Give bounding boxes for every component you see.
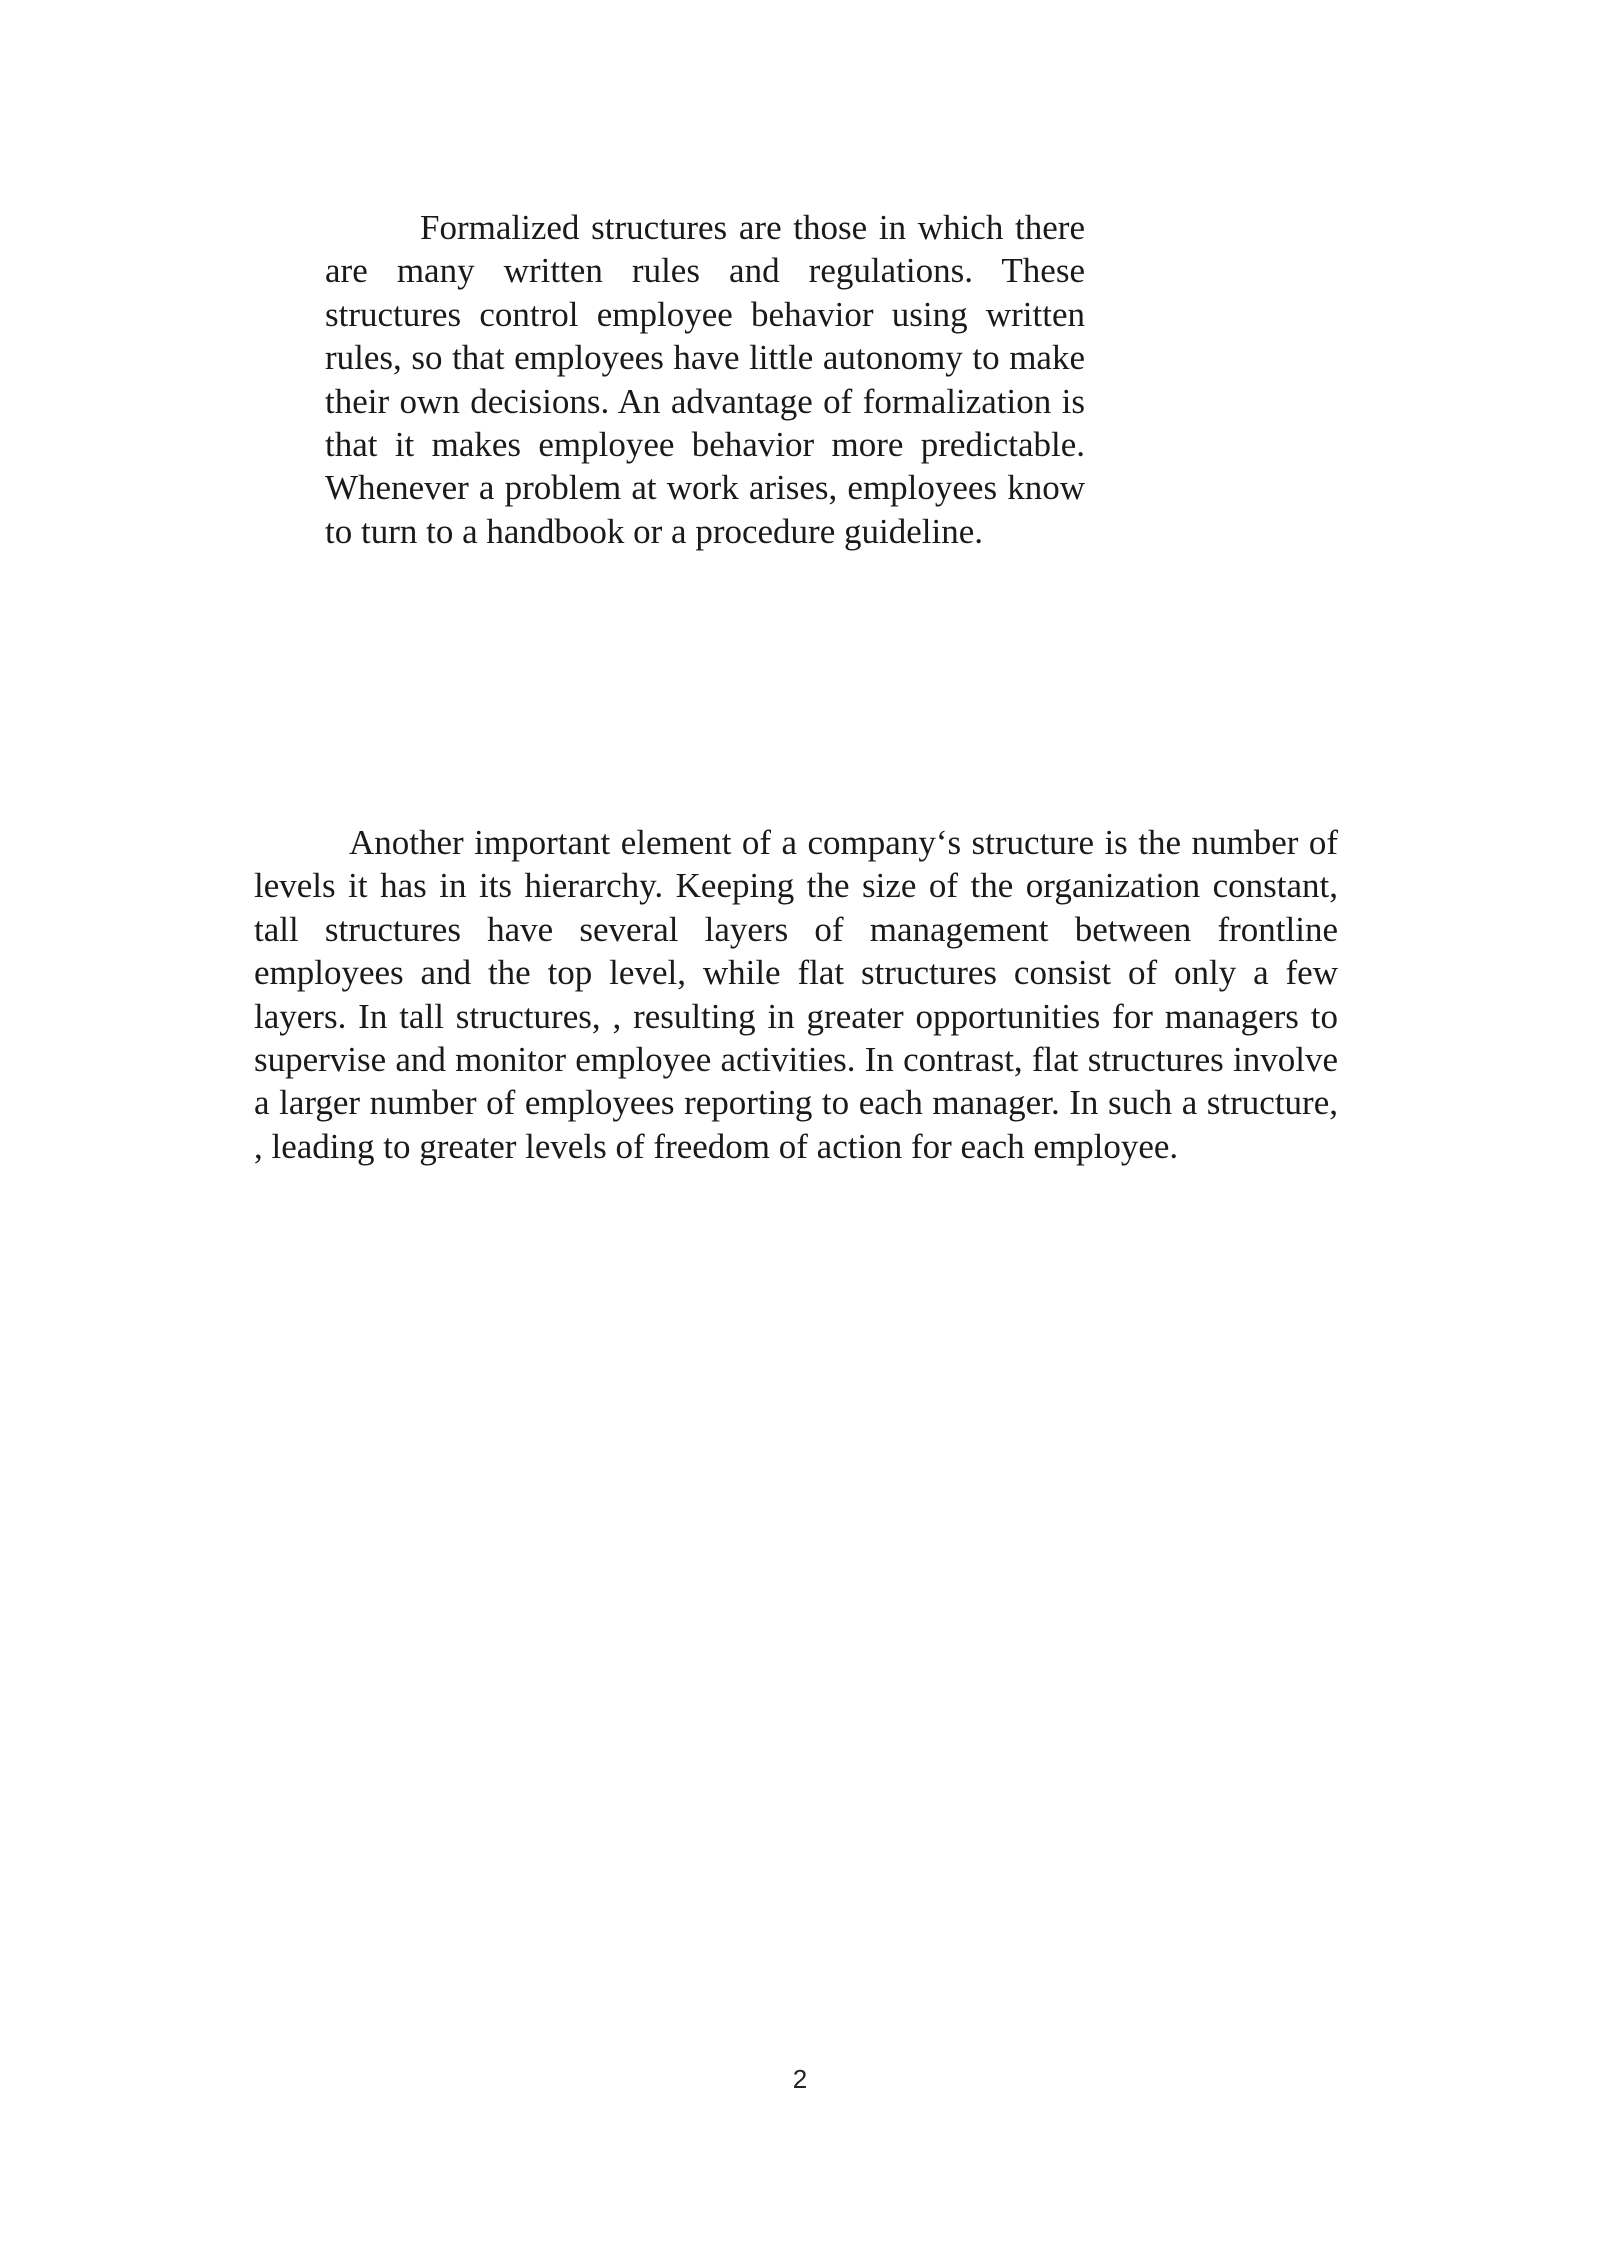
paragraph-hierarchy-levels: Another important element of a company‘s structure is the number of levels it has in its hierarchy. Keeping the size of the organization constant, tall structures have several layers of management between frontline employees and the top level, while flat structures consist of only a few layers. In tall structures, , resulting in greater opportunities for managers to supervise and monitor employee activities. In contrast, flat structures involve a larger number of employees reporting to each manager. In such a structure, , leading to greater levels of freedom of action for each employee. <box>254 823 1338 1166</box>
paragraph-formalized-structures: Formalized structures are those in which there are many written rules and regulations. These structures control employee behavior using written rules, so that employees have little autonomy to make their own decisions. An advantage of formalization is that it makes employee behavior more predictable. Whenever a problem at work arises, employees know to turn to a handbook or a procedure guideline. <box>325 208 1085 551</box>
page-number: 2 <box>792 2064 808 2094</box>
